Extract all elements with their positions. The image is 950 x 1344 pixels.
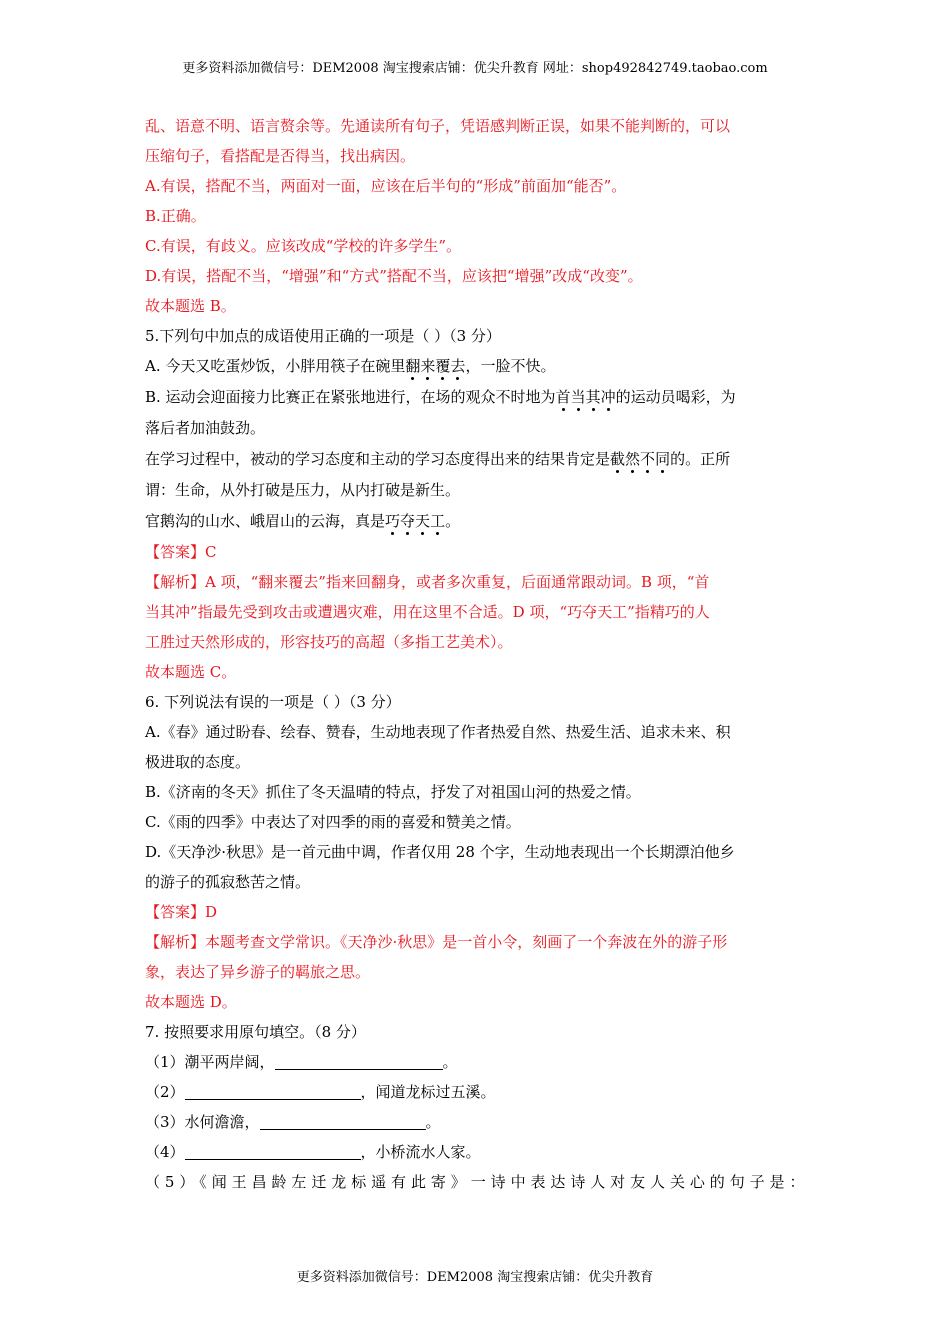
answer-blank[interactable] [275, 1052, 443, 1070]
q6-analysis-line1: 【解析】本题考查文学常识。《天净沙·秋思》是一首小令，刻画了一个奔波在外的游子形 [145, 933, 728, 951]
dotted-char: 巧 [385, 512, 401, 530]
q5-stem: 5.下列句中加点的成语使用正确的一项是（ ）（3 分） [145, 327, 501, 345]
q7-item-3-end: 。 [425, 1113, 441, 1131]
q7-item-3-prompt: （3）水何澹澹， [145, 1113, 260, 1131]
q4-conclusion: 故本题选 B。 [145, 297, 236, 315]
q4-option-a: A.有误，搭配不当，两面对一面，应该在后半句的“形成”前面加“能否”。 [145, 177, 627, 195]
q5-option-b-line1 [145, 381, 805, 413]
q5-analysis-line1: 【解析】A 项，“翻来覆去”指来回翻身，或者多次重复，后面通常跟动词。B 项，“首 [145, 573, 710, 591]
q4-option-d: D.有误，搭配不当，“增强”和“方式”搭配不当，应该把“增强”改成“改变”。 [145, 267, 643, 285]
q6-option-b: B.《济南的冬天》抓住了冬天温晴的特点，抒发了对祖国山河的热爱之情。 [145, 783, 641, 801]
q7-item-1-prompt: （1）潮平两岸阔， [145, 1053, 275, 1071]
q6-answer: 【答案】D [145, 903, 218, 921]
q5-d-pre: 官鹅沟的山水、峨眉山的云海，真是 [145, 512, 386, 530]
q4-option-b: B.正确。 [145, 207, 206, 225]
q6-option-a-line1: A.《春》通过盼春、绘春、赞春，生动地表现了作者热爱自然、热爱生活、追求未来、积 [145, 723, 731, 741]
q5-analysis-line2: 当其冲”指最先受到攻击或遭遇灾难，用在这里不合适。D 项，“巧夺天工”指精巧的人 [145, 603, 710, 621]
q4-option-c: C.有误，有歧义。应该改成“学校的许多学生”。 [145, 237, 462, 255]
answer-blank[interactable] [260, 1112, 426, 1130]
q5-option-c-line2: 谓：生命，从外打破是压力，从内打破是新生。 [145, 481, 461, 499]
q5-option-b-line2: 落后者加油鼓劲。 [145, 419, 266, 437]
dotted-char: 来 [420, 357, 436, 375]
q6-option-a-line2: 极进取的态度。 [145, 753, 251, 771]
q6-stem: 6. 下列说法有误的一项是（ ）（3 分） [145, 693, 401, 711]
q7-item-4 [145, 1137, 805, 1167]
dotted-char: 覆 [435, 357, 451, 375]
q7-item-3 [145, 1107, 805, 1137]
dotted-char: 冲 [600, 388, 616, 406]
dotted-char: 去 [450, 357, 466, 375]
q7-item-2 [145, 1077, 805, 1107]
q5-option-c-line1 [145, 443, 805, 475]
dotted-char: 不 [640, 450, 656, 468]
q5-a-post: ，一脸不快。 [465, 357, 556, 375]
q6-conclusion: 故本题选 D。 [145, 993, 237, 1011]
answer-blank[interactable] [185, 1082, 361, 1100]
dotted-char: 夺 [400, 512, 416, 530]
q7-item-1-end: 。 [442, 1053, 458, 1071]
q7-item-5: （5）《闻王昌龄左迁龙标遥有此寄》一诗中表达诗人对友人关心的句子是： [145, 1173, 805, 1191]
q7-item-2-prompt: （2） [145, 1083, 185, 1101]
q5-option-a [145, 351, 805, 381]
q5-analysis-line3: 工胜过天然形成的，形容技巧的高超（多指工艺美术）。 [145, 633, 513, 651]
q6-option-d-line1: D.《天净沙·秋思》是一首元曲中调，作者仅用 28 个字，生动地表现出一个长期漂泊他乡 [145, 843, 735, 861]
q6-option-c: C.《雨的四季》中表达了对四季的雨的喜爱和赞美之情。 [145, 813, 521, 831]
q5-a-pre: A. 今天又吃蛋炒饭，小胖用筷子在碗里 [145, 357, 406, 375]
q4-analysis-line1: 乱、语意不明、语言赘余等。先通读所有句子，凭语感判断正误，如果不能判断的，可以 [145, 117, 731, 135]
dotted-char: 其 [585, 388, 601, 406]
q5-b-pre: B. 运动会迎面接力比赛正在紧张地进行，在场的观众不时地为 [145, 388, 556, 406]
q5-d-post: 。 [445, 512, 461, 530]
q5-conclusion: 故本题选 C。 [145, 663, 237, 681]
dotted-char: 同 [655, 450, 671, 468]
dotted-char: 截 [610, 450, 626, 468]
q5-option-d [145, 505, 805, 537]
dotted-char: 然 [625, 450, 641, 468]
q7-item-2-end: ，闻道龙标过五溪。 [360, 1083, 496, 1101]
page-footer: 更多资料添加微信号：DEM2008 淘宝搜索店铺：优尖升教育 [296, 1270, 654, 1285]
q7-item-4-prompt: （4） [145, 1143, 185, 1161]
q7-stem: 7. 按照要求用原句填空。（8 分） [145, 1023, 366, 1041]
dotted-char: 当 [570, 388, 586, 406]
q7-item-4-end: ，小桥流水人家。 [360, 1143, 481, 1161]
q5-b-post: 的运动员喝彩，为 [615, 388, 736, 406]
dotted-char: 翻 [405, 357, 421, 375]
dotted-char: 天 [415, 512, 431, 530]
document-body [145, 111, 805, 1197]
dotted-char: 工 [430, 512, 446, 530]
q5-c-pre: 在学习过程中，被动的学习态度和主动的学习态度得出来的结果肯定是 [145, 450, 611, 468]
answer-blank[interactable] [185, 1142, 361, 1160]
q6-option-d-line2: 的游子的孤寂愁苦之情。 [145, 873, 311, 891]
dotted-char: 首 [555, 388, 571, 406]
q5-answer: 【答案】C [145, 543, 217, 561]
q4-analysis-line2: 压缩句子，看搭配是否得当，找出病因。 [145, 147, 416, 165]
q5-c-post: 的。正所 [670, 450, 731, 468]
q6-analysis-line2: 象，表达了异乡游子的羁旅之思。 [145, 963, 371, 981]
page-header: 更多资料添加微信号：DEM2008 淘宝搜索店铺：优尖升教育 网址：shop492842749.taobao.com [182, 61, 768, 76]
q7-item-1 [145, 1047, 805, 1077]
